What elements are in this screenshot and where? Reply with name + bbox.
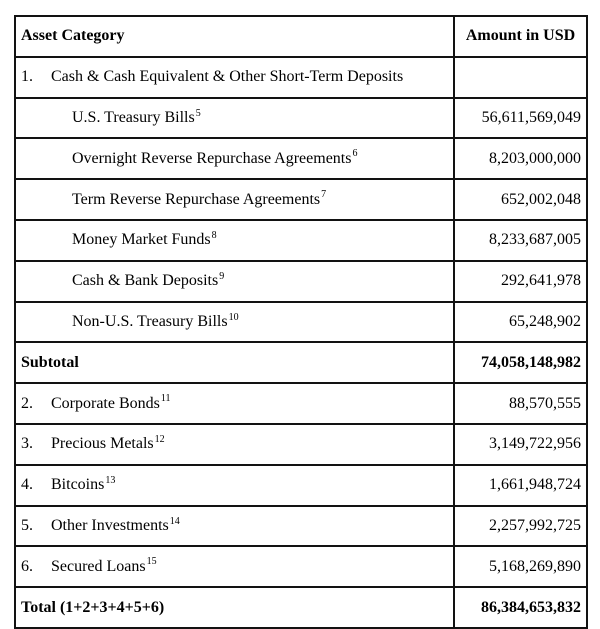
row-number: 4. [21, 476, 33, 494]
asset-table [14, 15, 588, 629]
footnote-reference: 9 [219, 270, 225, 282]
asset-category-cell [15, 506, 454, 547]
asset-category-cell [15, 465, 454, 506]
row-number: 2. [21, 394, 33, 412]
table-row [15, 57, 587, 98]
asset-category-cell [15, 138, 454, 179]
amount-cell: 292,641,978 [454, 261, 587, 302]
footnote-reference: 15 [146, 556, 157, 568]
asset-label: Money Market Funds [72, 231, 211, 249]
footnote-reference: 5 [195, 107, 201, 119]
asset-label: Bitcoins [51, 476, 105, 494]
row-number: 3. [21, 435, 33, 453]
asset-label: Subtotal [21, 353, 79, 371]
table-row [15, 179, 587, 220]
amount-cell: 74,058,148,982 [454, 342, 587, 383]
asset-category-cell [15, 220, 454, 261]
table-row [15, 546, 587, 587]
amount-cell: 56,611,569,049 [454, 98, 587, 139]
table-row [15, 506, 587, 547]
asset-label: Precious Metals [51, 435, 154, 453]
table-row [15, 424, 587, 465]
row-number: 5. [21, 516, 33, 534]
asset-category-cell [15, 179, 454, 220]
footnote-reference: 11 [160, 393, 171, 405]
column-header-amount-in-usd: Amount in USD [454, 16, 587, 57]
asset-label: Total (1+2+3+4+5+6) [21, 598, 165, 616]
header-row [15, 16, 587, 57]
column-header-asset-category: Asset Category [15, 16, 454, 57]
asset-label: U.S. Treasury Bills [72, 108, 195, 126]
footnote-reference: 12 [154, 434, 165, 446]
asset-label: Cash & Bank Deposits [72, 272, 219, 290]
amount-cell: 3,149,722,956 [454, 424, 587, 465]
amount-cell: 65,248,902 [454, 302, 587, 343]
asset-category-cell [15, 424, 454, 465]
footnote-reference: 10 [228, 311, 239, 323]
asset-category-cell [15, 342, 454, 383]
table-row [15, 220, 587, 261]
amount-cell: 86,384,653,832 [454, 587, 587, 628]
table-row [15, 383, 587, 424]
amount-cell: 88,570,555 [454, 383, 587, 424]
footnote-reference: 6 [352, 148, 358, 160]
row-number: 6. [21, 557, 33, 575]
amount-cell: 1,661,948,724 [454, 465, 587, 506]
asset-label: Cash & Cash Equivalent & Other Short-Term Deposits [51, 68, 404, 86]
table-row [15, 138, 587, 179]
asset-category-cell [15, 302, 454, 343]
asset-category-cell [15, 546, 454, 587]
asset-report-table-container [14, 15, 586, 629]
asset-label: Secured Loans [51, 557, 146, 575]
footnote-reference: 7 [321, 189, 327, 201]
footnote-reference: 13 [105, 474, 116, 486]
table-row [15, 465, 587, 506]
asset-label: Term Reverse Repurchase Agreements [72, 190, 321, 208]
table-row [15, 587, 587, 628]
asset-label: Corporate Bonds [51, 394, 160, 412]
asset-category-cell [15, 261, 454, 302]
asset-label: Other Investments [51, 516, 169, 534]
table-row [15, 342, 587, 383]
asset-label: Overnight Reverse Repurchase Agreements [72, 149, 352, 167]
table-row [15, 98, 587, 139]
amount-cell: 2,257,992,725 [454, 506, 587, 547]
asset-category-cell [15, 98, 454, 139]
table-row [15, 302, 587, 343]
amount-cell: 8,203,000,000 [454, 138, 587, 179]
table-row [15, 261, 587, 302]
asset-category-cell [15, 383, 454, 424]
amount-cell: 652,002,048 [454, 179, 587, 220]
footnote-reference: 14 [169, 515, 180, 527]
footnote-reference: 8 [211, 230, 217, 242]
asset-category-cell [15, 57, 454, 98]
asset-label: Non-U.S. Treasury Bills [72, 312, 228, 330]
amount-cell: 5,168,269,890 [454, 546, 587, 587]
amount-cell: 8,233,687,005 [454, 220, 587, 261]
asset-category-cell [15, 587, 454, 628]
amount-cell [454, 57, 587, 98]
row-number: 1. [21, 68, 33, 86]
